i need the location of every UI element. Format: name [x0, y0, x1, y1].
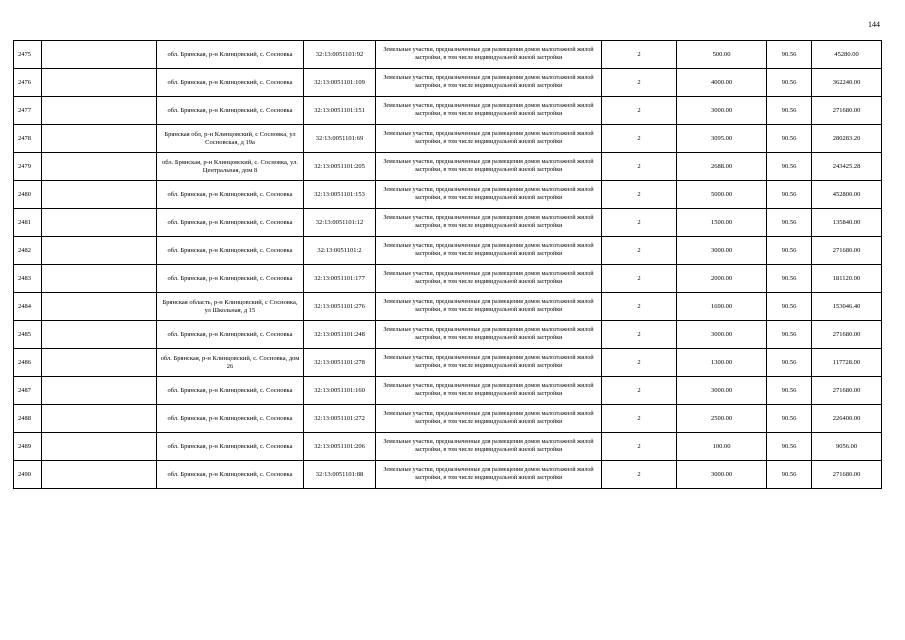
empty-cell [42, 321, 157, 349]
empty-cell [42, 69, 157, 97]
group-cell: 2 [602, 265, 677, 293]
empty-cell [42, 405, 157, 433]
address-cell: обл. Брянская, р-н Клинцовский, с. Сосновка [157, 181, 304, 209]
cadastral-value-cell: 9056.00 [812, 433, 882, 461]
cadastral-number-cell: 32:13:0051101:248 [304, 321, 376, 349]
group-cell: 2 [602, 97, 677, 125]
area-cell: 3000.00 [677, 97, 767, 125]
row-number-cell: 2481 [14, 209, 42, 237]
rate-cell: 90.56 [767, 433, 812, 461]
rate-cell: 90.56 [767, 153, 812, 181]
row-number-cell: 2480 [14, 181, 42, 209]
address-cell: Брянская обл, р-н Клинцовский, с Сосновка, ул Сосновская, д 19а [157, 125, 304, 153]
address-cell: обл. Брянская, р-н Клинцовский, с. Сосновка [157, 405, 304, 433]
area-cell: 1300.00 [677, 349, 767, 377]
row-number-cell: 2489 [14, 433, 42, 461]
land-use-cell: Земельные участки, предназначенные для размещения домов малоэтажной жилой застройки, в том числе индивидуальной жилой застройки [376, 41, 602, 69]
group-cell: 2 [602, 125, 677, 153]
cadastral-number-cell: 32:13:0051101:69 [304, 125, 376, 153]
cadastral-value-cell: 226400.00 [812, 405, 882, 433]
cadastral-value-cell: 362240.00 [812, 69, 882, 97]
empty-cell [42, 153, 157, 181]
rate-cell: 90.56 [767, 405, 812, 433]
cadastral-value-cell: 243425.28 [812, 153, 882, 181]
table-row [14, 377, 882, 405]
cadastral-number-cell: 32:13:0051101:276 [304, 293, 376, 321]
cadastral-number-cell: 32:13:0051101:278 [304, 349, 376, 377]
empty-cell [42, 181, 157, 209]
table-row [14, 125, 882, 153]
table-row [14, 153, 882, 181]
row-number-cell: 2476 [14, 69, 42, 97]
rate-cell: 90.56 [767, 237, 812, 265]
group-cell: 2 [602, 461, 677, 489]
empty-cell [42, 125, 157, 153]
land-use-cell: Земельные участки, предназначенные для размещения домов малоэтажной жилой застройки, в том числе индивидуальной жилой застройки [376, 405, 602, 433]
rate-cell: 90.56 [767, 349, 812, 377]
land-use-cell: Земельные участки, предназначенные для размещения домов малоэтажной жилой застройки, в том числе индивидуальной жилой застройки [376, 181, 602, 209]
cadastral-registry-table [13, 40, 882, 489]
cadastral-value-cell: 181120.00 [812, 265, 882, 293]
group-cell: 2 [602, 41, 677, 69]
land-use-cell: Земельные участки, предназначенные для размещения домов малоэтажной жилой застройки, в том числе индивидуальной жилой застройки [376, 97, 602, 125]
cadastral-value-cell: 45280.00 [812, 41, 882, 69]
area-cell: 2500.00 [677, 405, 767, 433]
cadastral-number-cell: 32:13:0051101:12 [304, 209, 376, 237]
cadastral-number-cell: 32:13:0051101:160 [304, 377, 376, 405]
empty-cell [42, 265, 157, 293]
empty-cell [42, 377, 157, 405]
table-row [14, 181, 882, 209]
row-number-cell: 2487 [14, 377, 42, 405]
group-cell: 2 [602, 69, 677, 97]
cadastral-number-cell: 32:13:0051101:92 [304, 41, 376, 69]
empty-cell [42, 293, 157, 321]
area-cell: 3000.00 [677, 377, 767, 405]
area-cell: 3000.00 [677, 461, 767, 489]
page-number: 144 [868, 20, 880, 29]
land-use-cell: Земельные участки, предназначенные для размещения домов малоэтажной жилой застройки, в том числе индивидуальной жилой застройки [376, 433, 602, 461]
cadastral-value-cell: 271680.00 [812, 237, 882, 265]
land-use-cell: Земельные участки, предназначенные для размещения домов малоэтажной жилой застройки, в том числе индивидуальной жилой застройки [376, 293, 602, 321]
rate-cell: 90.56 [767, 97, 812, 125]
group-cell: 2 [602, 237, 677, 265]
land-use-cell: Земельные участки, предназначенные для размещения домов малоэтажной жилой застройки, в том числе индивидуальной жилой застройки [376, 69, 602, 97]
row-number-cell: 2483 [14, 265, 42, 293]
address-cell: обл. Брянская, р-н Клинцовский, с. Сосновка, дом 26 [157, 349, 304, 377]
area-cell: 5000.00 [677, 181, 767, 209]
address-cell: обл. Брянская, р-н Клинцовский, с. Сосновка [157, 69, 304, 97]
empty-cell [42, 41, 157, 69]
address-cell: обл. Брянская, р-н Клинцовский, с. Сосновка [157, 377, 304, 405]
rate-cell: 90.56 [767, 377, 812, 405]
table-row [14, 209, 882, 237]
cadastral-number-cell: 32:13:0051101:151 [304, 97, 376, 125]
cadastral-value-cell: 271680.00 [812, 377, 882, 405]
row-number-cell: 2485 [14, 321, 42, 349]
cadastral-value-cell: 271680.00 [812, 461, 882, 489]
land-use-cell: Земельные участки, предназначенные для размещения домов малоэтажной жилой застройки, в том числе индивидуальной жилой застройки [376, 265, 602, 293]
rate-cell: 90.56 [767, 293, 812, 321]
empty-cell [42, 209, 157, 237]
area-cell: 2000.00 [677, 265, 767, 293]
area-cell: 3000.00 [677, 237, 767, 265]
group-cell: 2 [602, 209, 677, 237]
area-cell: 4000.00 [677, 69, 767, 97]
cadastral-number-cell: 32:13:0051101:2 [304, 237, 376, 265]
cadastral-value-cell: 135840.00 [812, 209, 882, 237]
address-cell: обл. Брянская, р-н Клинцовский, с. Сосновка [157, 209, 304, 237]
land-use-cell: Земельные участки, предназначенные для размещения домов малоэтажной жилой застройки, в том числе индивидуальной жилой застройки [376, 349, 602, 377]
address-cell: обл. Брянская, р-н Клинцовский, с. Сосновка [157, 97, 304, 125]
rate-cell: 90.56 [767, 181, 812, 209]
area-cell: 2688.00 [677, 153, 767, 181]
cadastral-number-cell: 32:13:0051101:272 [304, 405, 376, 433]
table-row [14, 293, 882, 321]
group-cell: 2 [602, 405, 677, 433]
group-cell: 2 [602, 293, 677, 321]
row-number-cell: 2484 [14, 293, 42, 321]
land-use-cell: Земельные участки, предназначенные для размещения домов малоэтажной жилой застройки, в том числе индивидуальной жилой застройки [376, 461, 602, 489]
table-row [14, 433, 882, 461]
rate-cell: 90.56 [767, 321, 812, 349]
row-number-cell: 2477 [14, 97, 42, 125]
table-row [14, 321, 882, 349]
row-number-cell: 2488 [14, 405, 42, 433]
cadastral-number-cell: 32:13:0051101:177 [304, 265, 376, 293]
rate-cell: 90.56 [767, 209, 812, 237]
area-cell: 3000.00 [677, 321, 767, 349]
group-cell: 2 [602, 433, 677, 461]
address-cell: обл. Брянская, р-н Клинцовский, с. Сосновка [157, 433, 304, 461]
land-use-cell: Земельные участки, предназначенные для размещения домов малоэтажной жилой застройки, в том числе индивидуальной жилой застройки [376, 237, 602, 265]
cadastral-number-cell: 32:13:0051101:153 [304, 181, 376, 209]
address-cell: обл. Брянская, р-н Клинцовский, с. Сосновка [157, 265, 304, 293]
address-cell: обл. Брянская, р-н Клинцовский, с. Сосновка [157, 237, 304, 265]
table-row [14, 461, 882, 489]
area-cell: 1690.00 [677, 293, 767, 321]
table-row [14, 349, 882, 377]
land-use-cell: Земельные участки, предназначенные для размещения домов малоэтажной жилой застройки, в том числе индивидуальной жилой застройки [376, 321, 602, 349]
table-row [14, 41, 882, 69]
cadastral-number-cell: 32:13:0051101:88 [304, 461, 376, 489]
empty-cell [42, 433, 157, 461]
table-row [14, 97, 882, 125]
rate-cell: 90.56 [767, 265, 812, 293]
row-number-cell: 2478 [14, 125, 42, 153]
row-number-cell: 2482 [14, 237, 42, 265]
cadastral-value-cell: 280283.20 [812, 125, 882, 153]
cadastral-number-cell: 32:13:0051101:205 [304, 153, 376, 181]
rate-cell: 90.56 [767, 461, 812, 489]
row-number-cell: 2490 [14, 461, 42, 489]
cadastral-number-cell: 32:13:0051101:109 [304, 69, 376, 97]
area-cell: 100.00 [677, 433, 767, 461]
address-cell: обл. Брянская, р-н Клинцовский, с. Сосновка [157, 461, 304, 489]
rate-cell: 90.56 [767, 125, 812, 153]
empty-cell [42, 349, 157, 377]
land-use-cell: Земельные участки, предназначенные для размещения домов малоэтажной жилой застройки, в том числе индивидуальной жилой застройки [376, 377, 602, 405]
row-number-cell: 2479 [14, 153, 42, 181]
group-cell: 2 [602, 321, 677, 349]
address-cell: обл. Брянская, р-н Клинцовский, с. Сосновка [157, 321, 304, 349]
empty-cell [42, 461, 157, 489]
cadastral-value-cell: 153046.40 [812, 293, 882, 321]
area-cell: 1500.00 [677, 209, 767, 237]
address-cell: Брянская область, р-н Клинцовский, с Сосновка, ул Школьная, д 15 [157, 293, 304, 321]
area-cell: 500.00 [677, 41, 767, 69]
rate-cell: 90.56 [767, 41, 812, 69]
group-cell: 2 [602, 377, 677, 405]
cadastral-value-cell: 271680.00 [812, 321, 882, 349]
table-row [14, 237, 882, 265]
cadastral-value-cell: 271680.00 [812, 97, 882, 125]
group-cell: 2 [602, 349, 677, 377]
address-cell: обл. Брянская, р-н Клинцовский, с. Сосновка [157, 41, 304, 69]
row-number-cell: 2486 [14, 349, 42, 377]
land-use-cell: Земельные участки, предназначенные для размещения домов малоэтажной жилой застройки, в том числе индивидуальной жилой застройки [376, 125, 602, 153]
empty-cell [42, 97, 157, 125]
land-use-cell: Земельные участки, предназначенные для размещения домов малоэтажной жилой застройки, в том числе индивидуальной жилой застройки [376, 153, 602, 181]
table-row [14, 405, 882, 433]
row-number-cell: 2475 [14, 41, 42, 69]
cadastral-number-cell: 32:13:0051101:206 [304, 433, 376, 461]
table-row [14, 265, 882, 293]
cadastral-value-cell: 452800.00 [812, 181, 882, 209]
area-cell: 3095.00 [677, 125, 767, 153]
land-use-cell: Земельные участки, предназначенные для размещения домов малоэтажной жилой застройки, в том числе индивидуальной жилой застройки [376, 209, 602, 237]
group-cell: 2 [602, 153, 677, 181]
address-cell: обл. Брянская, р-н Клинцовский, с. Сосновка, ул. Центральная, дом 8 [157, 153, 304, 181]
table-row [14, 69, 882, 97]
cadastral-value-cell: 117728.00 [812, 349, 882, 377]
rate-cell: 90.56 [767, 69, 812, 97]
empty-cell [42, 237, 157, 265]
group-cell: 2 [602, 181, 677, 209]
